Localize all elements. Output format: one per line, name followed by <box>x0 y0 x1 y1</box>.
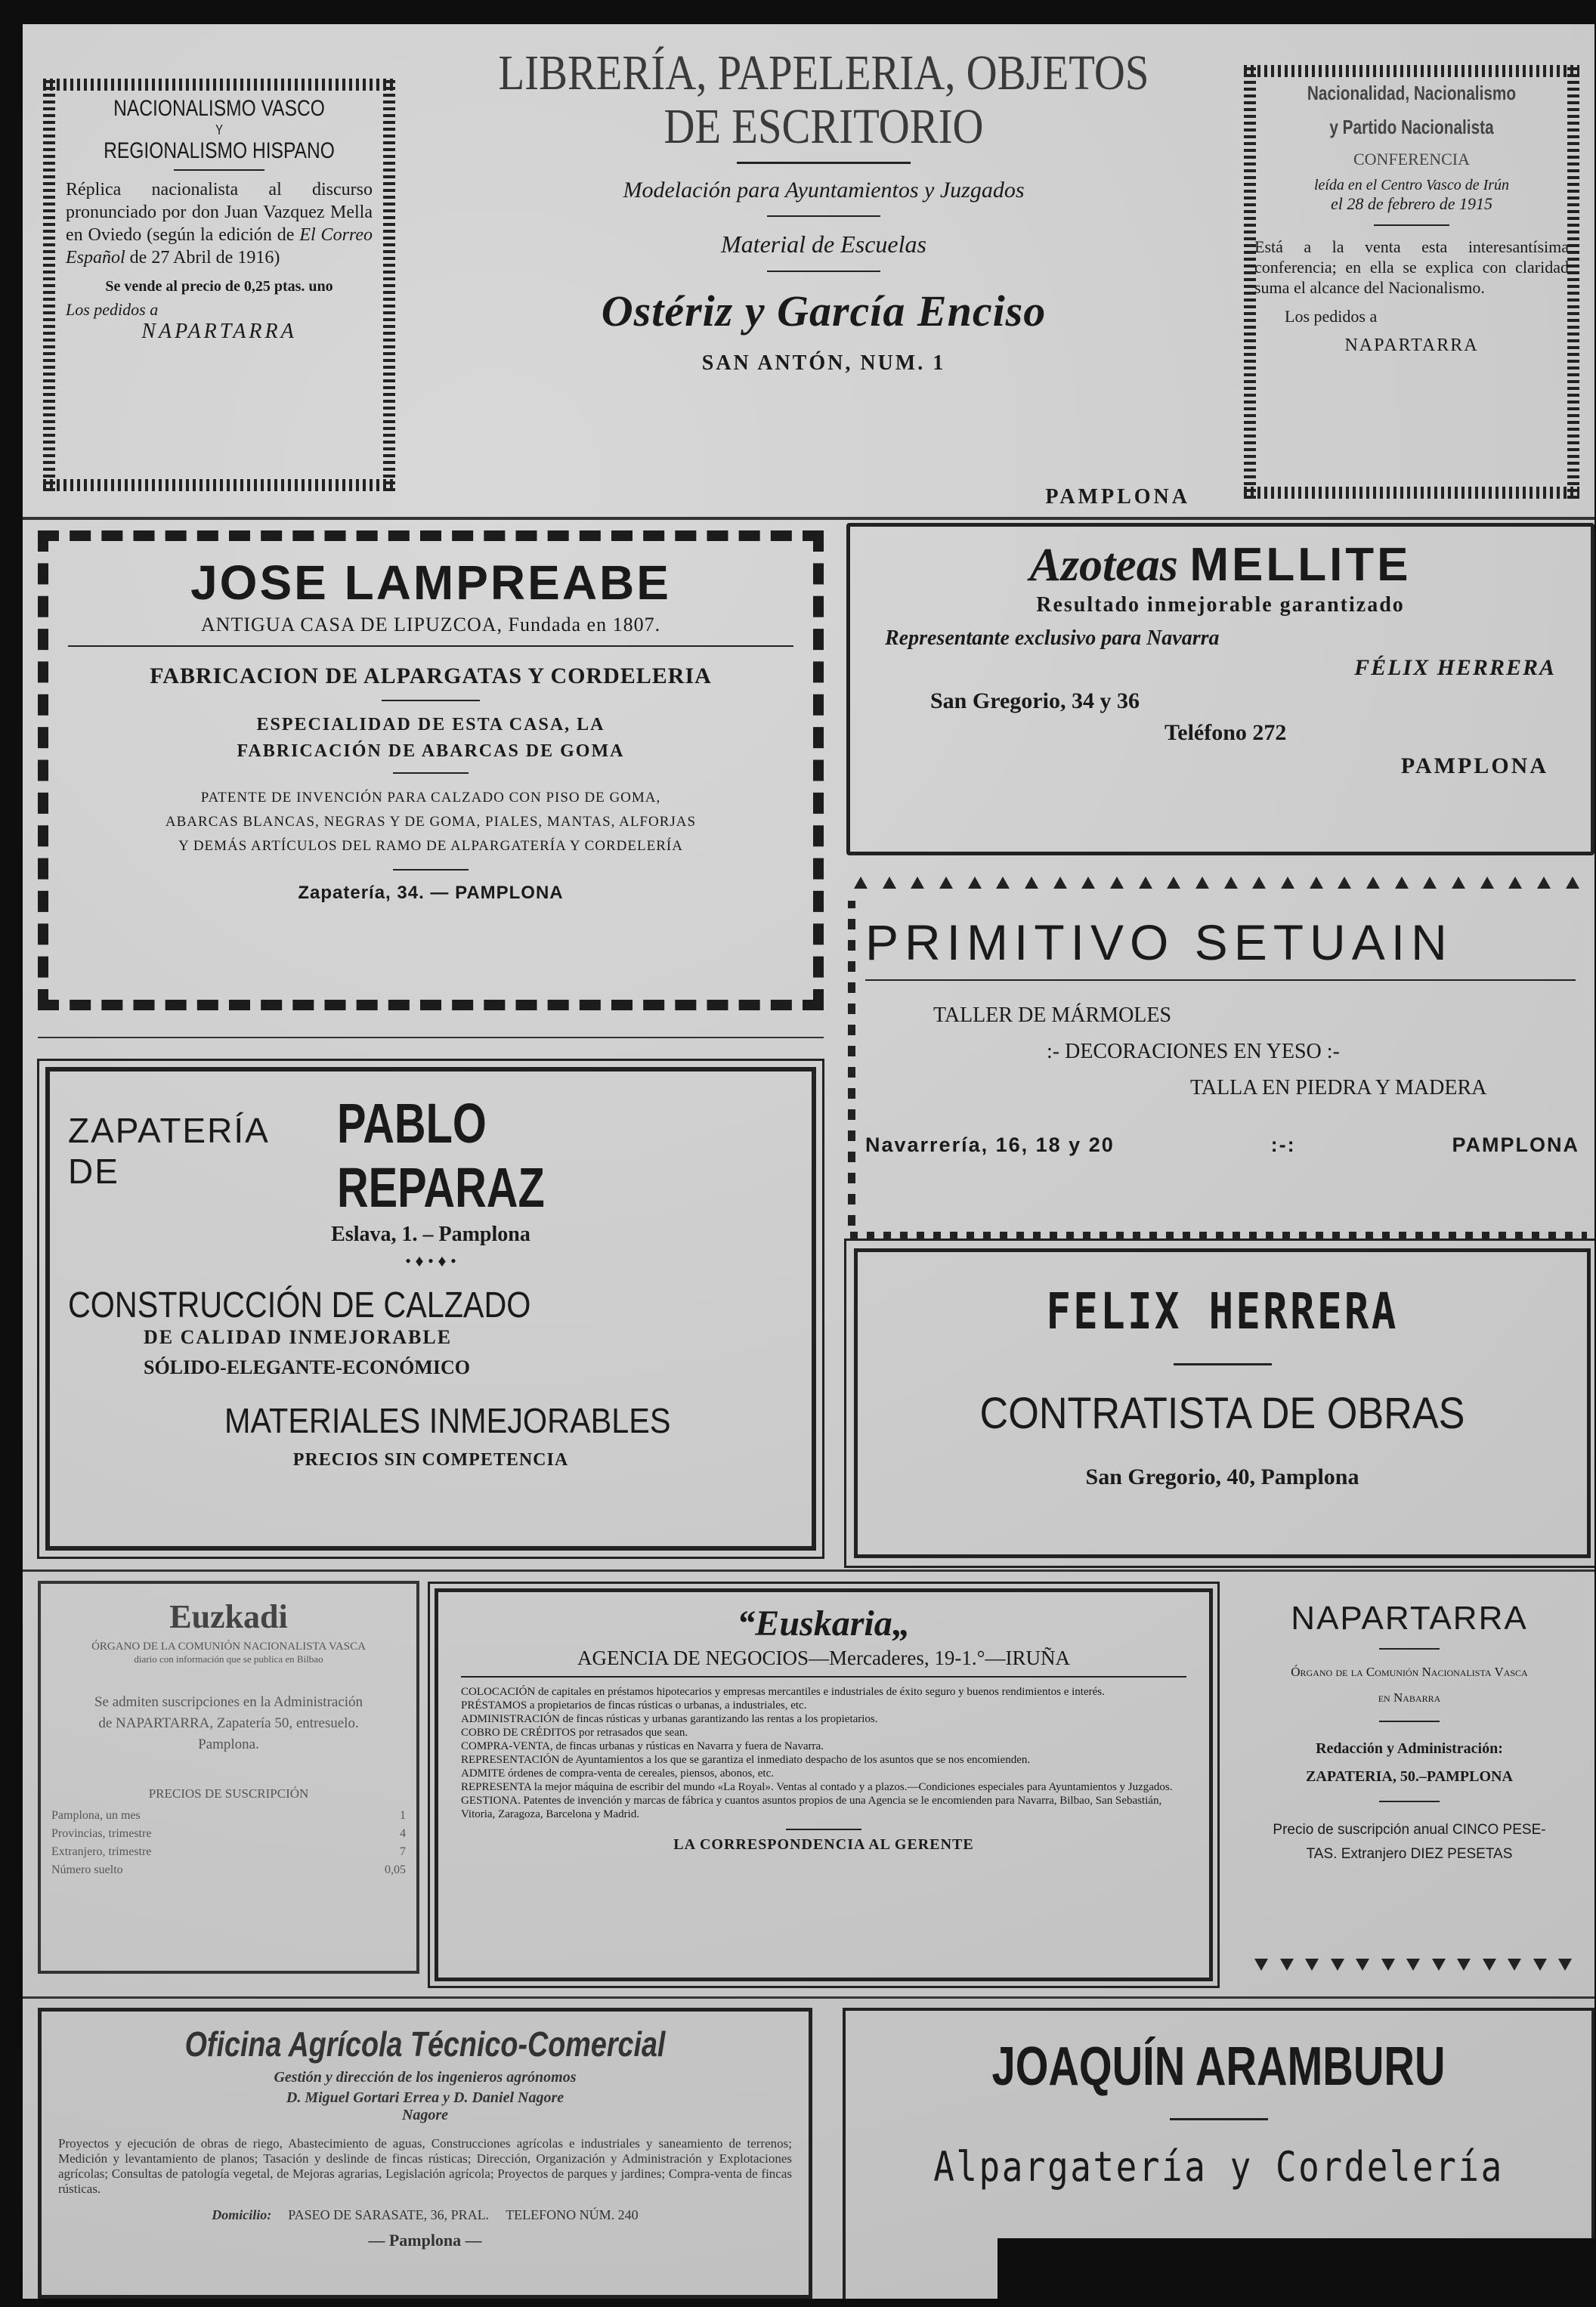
euzkadi-body-3: Pamplona. <box>198 1736 259 1752</box>
reparaz-line-3: SÓLIDO-ELEGANTE-ECONÓMICO <box>144 1356 470 1378</box>
oficina-sub-1: Gestión y dirección de los ingenieros agrónomos <box>274 2069 577 2086</box>
reparaz-line-5: PRECIOS SIN COMPETENCIA <box>292 1450 569 1470</box>
divider-mid <box>23 1569 1594 1572</box>
euzkadi-title: Euzkadi <box>169 1598 288 1635</box>
oficina-city: — Pamplona — <box>368 2231 482 2250</box>
euskaria-items <box>461 1685 1186 1821</box>
libreria-firm: Ostériz y García Enciso <box>601 286 1047 336</box>
herrera-trade: CONTRATISTA DE OBRAS <box>979 1389 1465 1438</box>
page-corner-shadow <box>998 2238 1594 2299</box>
ad-euskaria <box>435 1588 1213 1981</box>
table-row: Número suelto 0,05 <box>51 1863 406 1876</box>
napartarra-title: NAPARTARRA <box>1291 1600 1528 1637</box>
aramburu-name: JOAQUÍN ARAMBURU <box>991 2036 1446 2097</box>
setuain-line-2: :- DECORACIONES EN YESO :- <box>1047 1040 1340 1063</box>
ad-title-conj: Y <box>215 122 223 138</box>
libreria-city: PAMPLONA <box>1045 485 1190 509</box>
napartarra-sub-2: en Nabarra <box>1378 1690 1441 1705</box>
libreria-title-2: DE ESCRITORIO <box>663 99 984 154</box>
libreria-rule-2 <box>767 215 880 217</box>
oficina-sub-2: D. Miguel Gortari Errea y D. Daniel Nagore <box>286 2089 564 2106</box>
napartarra-scallop-border <box>1254 1959 1572 1971</box>
setuain-line-1: TALLER DE MÁRMOLES <box>933 1004 1172 1027</box>
table-row: Extranjero, trimestre 7 <box>51 1845 406 1858</box>
euskaria-rule-2 <box>786 1829 861 1830</box>
lampreabe-trade: FABRICACION DE ALPARGATAS Y CORDELERIA <box>150 663 712 688</box>
ad-jose-lampreabe <box>38 530 824 1010</box>
orders-text: Los pedidos a <box>66 300 159 319</box>
setuain-name: PRIMITIVO SETUAIN <box>865 914 1453 970</box>
lampreabe-specialty-2: FABRICACIÓN DE ABARCAS DE GOMA <box>237 741 625 761</box>
body-text-1: Réplica nacionalista al discurso pronunciado por don Juan Vazquez Mella en Oviedo (según la edición de <box>66 180 373 245</box>
lampreabe-rule-1 <box>68 645 793 647</box>
title-rule <box>174 169 264 171</box>
reparaz-line-2: DE CALIDAD INMEJORABLE <box>144 1326 453 1348</box>
oficina-sub-3: Nagore <box>401 2107 449 2123</box>
list-item: ADMINISTRACIÓN de fincas rústicas y urbanas garantizando las rentas a los propietarios. <box>461 1713 878 1725</box>
setuain-city: PAMPLONA <box>1452 1133 1579 1156</box>
ad-primitivo-setuain <box>850 893 1594 1226</box>
lampreabe-rule-2 <box>382 700 480 701</box>
reparaz-line-1: CONSTRUCCIÓN DE CALZADO <box>68 1285 531 1325</box>
setuain-rule <box>865 979 1576 981</box>
herrera-dotted-top <box>850 1232 1587 1239</box>
lampreabe-patent-1: PATENTE DE INVENCIÓN PARA CALZADO CON PISO DE GOMA, <box>200 790 661 806</box>
euzkadi-body-1: Se admiten suscripciones en la Administración <box>94 1694 363 1710</box>
ad-body <box>66 178 373 269</box>
azoteas-phone: Teléfono 272 <box>1165 720 1287 745</box>
euskaria-rule <box>461 1676 1186 1678</box>
lampreabe-rule-3 <box>393 772 469 774</box>
napartarra-admin-2: ZAPATERIA, 50.–PAMPLONA <box>1306 1768 1513 1785</box>
aramburu-trade: Alpargatería y Cordelería <box>933 2143 1504 2191</box>
ad-oficina-agricola <box>38 2008 812 2299</box>
nacionalidad-rule <box>1374 224 1449 226</box>
setuain-line-3: TALLA EN PIEDRA Y MADERA <box>1190 1076 1487 1099</box>
newspaper-page <box>23 24 1594 2299</box>
herrera-address: San Gregorio, 40, Pamplona <box>1085 1464 1359 1489</box>
lampreabe-specialty-1: ESPECIALIDAD DE ESTA CASA, LA <box>256 715 605 734</box>
euskaria-footer: LA CORRESPONDENCIA AL GERENTE <box>673 1836 974 1853</box>
body-text-2: de 27 Abril de 1916) <box>129 248 280 268</box>
euzkadi-table-title: PRECIOS DE SUSCRIPCIÓN <box>148 1786 309 1801</box>
ad-libreria <box>442 47 1205 515</box>
list-item: COBRO DE CRÉDITOS por retrasados que sean. <box>461 1727 688 1739</box>
ad-title-line-1: NACIONALISMO VASCO <box>113 96 325 121</box>
setuain-footer <box>865 1133 1579 1157</box>
azoteas-rep: Representante exclusivo para Navarra <box>885 626 1220 650</box>
oficina-phone: TELEFONO NÚM. 240 <box>506 2207 639 2222</box>
list-item: COLOCACIÓN de capitales en préstamos hipotecarios y empresas mercantiles e industriales de éxito seguro y buenos rendimientos e interés. <box>461 1686 1105 1698</box>
napartarra-admin-1: Redacción y Administración: <box>1316 1740 1503 1757</box>
azoteas-tagline: Resultado inmejorable garantizado <box>1036 593 1405 617</box>
napartarra-rule-2 <box>1379 1721 1440 1722</box>
oficina-domicile: PASEO DE SARASATE, 36, PRAL. <box>288 2207 490 2222</box>
reparaz-header <box>68 1091 793 1220</box>
azoteas-title <box>870 540 1571 590</box>
ad-pablo-reparaz <box>45 1067 816 1551</box>
euskaria-agency: AGENCIA DE NEGOCIOS—Mercaderes, 19-1.°—IRUÑA <box>577 1647 1070 1669</box>
azoteas-name: FÉLIX HERRERA <box>1354 655 1556 680</box>
napartarra-price-2: TAS. Extranjero DIEZ PESETAS <box>1306 1846 1513 1862</box>
libreria-rule-3 <box>767 271 880 272</box>
libreria-line-2: Material de Escuelas <box>721 230 926 258</box>
libreria-address: SAN ANTÓN, NUM. 1 <box>701 351 946 375</box>
divider-lower <box>23 1996 1594 1999</box>
azoteas-address: San Gregorio, 34 y 36 <box>930 688 1140 713</box>
nacionalidad-body: Está a la venta esta interesantísima conferencia; en ella se explica con claridad suma el alcance del Nacionalismo. <box>1254 237 1569 297</box>
oficina-domicile-label: Domicilio: <box>212 2207 272 2222</box>
lampreabe-patent-2: ABARCAS BLANCAS, NEGRAS Y DE GOMA, PIALES, MANTAS, ALFORJAS <box>165 814 697 830</box>
table-row: Pamplona, un mes 1 <box>51 1809 406 1822</box>
setuain-left-border <box>848 901 855 1226</box>
price-text: Se vende al precio de 0,25 ptas. uno <box>105 278 333 295</box>
euzkadi-sub-1: ÓRGANO DE LA COMUNIÓN NACIONALISTA VASCA <box>91 1641 366 1653</box>
libreria-title-1: LIBRERÍA, PAPELERIA, OBJETOS <box>498 45 1149 101</box>
list-item: REPRESENTACIÓN de Ayuntamientos a los que se garantiza el inmediato despacho de los asuntos que se nos encomienden. <box>461 1754 1031 1766</box>
nacionalidad-title-2: y Partido Nacionalista <box>1329 116 1494 138</box>
euskaria-title: “Euskaria„ <box>737 1603 911 1644</box>
divider-top <box>23 517 1594 520</box>
euzkadi-sub-2: diario con información que se publica en Bilbao <box>134 1653 323 1665</box>
ad-euzkadi <box>38 1581 419 1974</box>
napartarra-rule-3 <box>1379 1801 1440 1802</box>
reparaz-prefix: ZAPATERÍA DE <box>68 1111 268 1191</box>
ad-felix-herrera <box>854 1248 1591 1558</box>
list-item: ADMITE órdenes de compra-venta de cereales, piensos, abonos, etc. <box>461 1767 775 1780</box>
azoteas-title-2: MELLITE <box>1189 539 1412 591</box>
napartarra-price-1: Precio de suscripción anual CINCO PESE- <box>1273 1822 1546 1838</box>
ad-nacionalismo-vasco <box>26 62 412 508</box>
lampreabe-name: JOSE LAMPREABE <box>190 555 671 610</box>
lampreabe-rule-4 <box>393 869 469 871</box>
euzkadi-body-2: de NAPARTARRA, Zapatería 50, entresuelo. <box>98 1715 359 1731</box>
list-item: REPRESENTA la mejor máquina de escribir del mundo «La Royal». Ventas al contado y a plazos.—Condiciones especiales para Ayuntamientos y Juzgados. <box>461 1781 1173 1793</box>
nacionalidad-title-1: Nacionalidad, Nacionalismo <box>1307 82 1517 104</box>
reparaz-address: Eslava, 1. – Pamplona <box>331 1223 530 1246</box>
aramburu-rule <box>1170 2118 1268 2120</box>
oficina-title: Oficina Agrícola Técnico-Comercial <box>184 2024 666 2064</box>
ad-title-line-2: REGIONALISMO HISPANO <box>104 138 335 163</box>
ad-azoteas-mellite <box>846 523 1594 855</box>
ad-nacionalidad <box>1230 51 1593 512</box>
table-row: Provincias, trimestre 4 <box>51 1827 406 1840</box>
nacionalidad-venue-2: el 28 de febrero de 1915 <box>1330 194 1493 213</box>
libreria-line-1: Modelación para Ayuntamientos y Juzgados <box>623 178 1025 203</box>
list-item: GESTIONA. Patentes de invención y marcas de fábrica y cuantos asuntos propios de una Agencia se le encomienden para Navarra, Bilbao, San Sebastián, Vitoria, Zaragoza, Barcelona y Madrid. <box>461 1795 1162 1820</box>
azoteas-title-1: Azoteas <box>1029 540 1178 591</box>
reparaz-ornament: • ♦ • ♦ • <box>405 1251 456 1270</box>
nacionalidad-publisher: NAPARTARRA <box>1344 336 1479 355</box>
napartarra-sub-1: Órgano de la Comunión Nacionalista Vasca <box>1291 1665 1528 1679</box>
nacionalidad-orders: Los pedidos a <box>1285 307 1378 326</box>
reparaz-line-4: MATERIALES INMEJORABLES <box>224 1401 671 1440</box>
nacionalidad-venue-1: leída en el Centro Vasco de Irún <box>1313 177 1510 193</box>
ad-napartarra <box>1224 1577 1594 1985</box>
euzkadi-price-table <box>51 1809 406 1877</box>
herrera-name: FELIX HERRERA <box>1046 1282 1399 1341</box>
lampreabe-patent-3: Y DEMÁS ARTÍCULOS DEL RAMO DE ALPARGATERÍA Y CORDELERÍA <box>178 838 683 854</box>
publisher-name: NAPARTARRA <box>141 320 297 343</box>
list-item: COMPRA-VENTA, de fincas urbanas y rústicas en Navarra y fuera de Navarra. <box>461 1740 824 1752</box>
divider-left-mid <box>38 1037 824 1038</box>
lampreabe-address: Zapatería, 34. — PAMPLONA <box>298 883 564 903</box>
reparaz-name: PABLO REPARAZ <box>337 1092 546 1219</box>
body-newspaper-name: El Correo Español <box>66 225 373 268</box>
list-item: PRÉSTAMOS a propietarios de fincas rústicas o urbanas, a industriales, etc. <box>461 1699 807 1712</box>
libreria-rule-1 <box>737 162 911 164</box>
napartarra-rule-1 <box>1379 1648 1440 1650</box>
setuain-address: Navarrería, 16, 18 y 20 <box>865 1133 1115 1156</box>
setuain-triangle-border-top <box>854 877 1579 889</box>
azoteas-city: PAMPLONA <box>1400 753 1548 778</box>
setuain-sep: :-: <box>1270 1133 1296 1156</box>
oficina-contact <box>58 2207 792 2223</box>
lampreabe-sub: ANTIGUA CASA DE LIPUZCOA, Fundada en 1807. <box>200 614 661 636</box>
herrera-rule <box>1174 1363 1272 1365</box>
nacionalidad-kind: CONFERENCIA <box>1353 150 1470 169</box>
oficina-body: Proyectos y ejecución de obras de riego, Abastecimiento de aguas, Construcciones agrícolas e industriales y saneamiento de terrenos; Medición y levantamiento de planos; Tasación y deslinde de fincas rústicas; Dirección, Organización y Administración y Explotaciones agrícolas; Consultas de patología vegetal, de Mejoras agrarias, Legislación agrícola; Proyectos de parques y jardines; Compra-venta de fincas rústicas. <box>58 2136 792 2196</box>
